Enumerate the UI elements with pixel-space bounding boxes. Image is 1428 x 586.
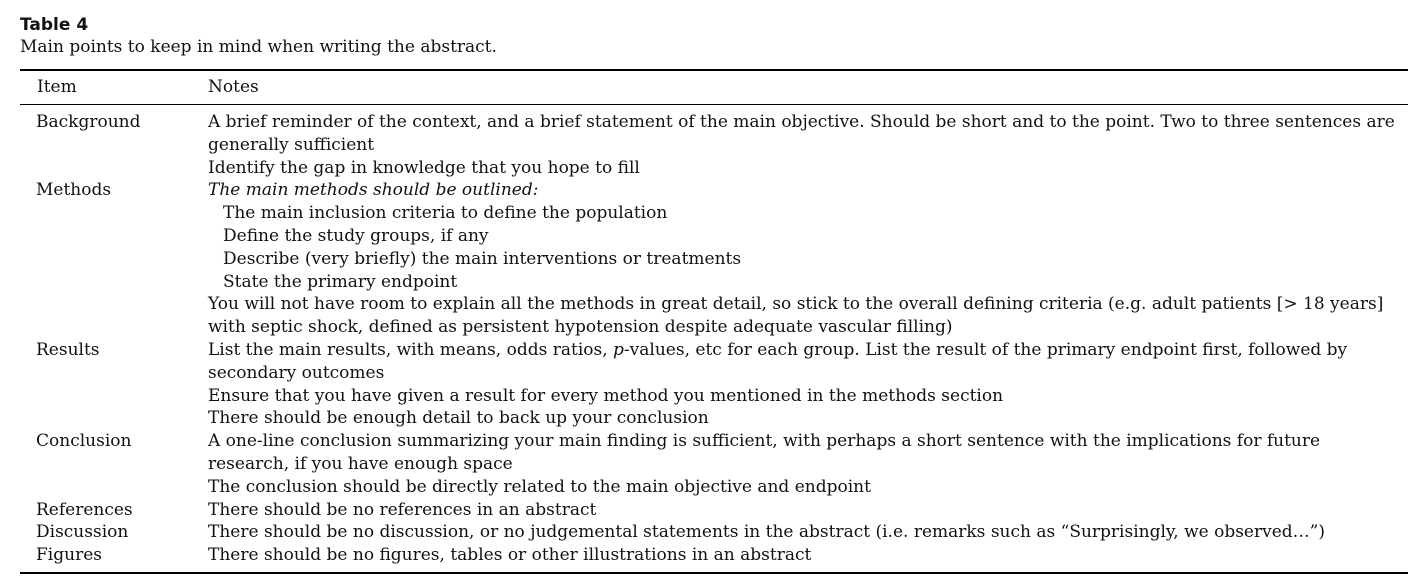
notes-cell: [208, 521, 1398, 544]
table-row-references: [0, 499, 1428, 522]
table-caption-number: Table 4: [20, 15, 89, 35]
note-line: There should be no references in an abstract: [208, 499, 597, 520]
table-row-background: [0, 111, 1428, 179]
notes-cell: [208, 430, 1398, 498]
table-bottom-rule: [20, 572, 1408, 574]
note-line: There should be no figures, tables or other illustrations in an abstract: [208, 545, 812, 566]
item-cell: Discussion: [36, 522, 129, 543]
note-line: The conclusion should be directly related to the main objective and endpoint: [208, 476, 871, 497]
table-row-discussion: [0, 521, 1428, 544]
table-header-rule: [20, 104, 1408, 105]
table-body: [0, 111, 1428, 567]
note-line: Ensure that you have given a result for every method you mentioned in the methods section: [208, 385, 1004, 406]
note-line-sub: The main inclusion criteria to define the population: [223, 203, 668, 224]
item-cell: Results: [36, 339, 100, 360]
note-line-sub: Define the study groups, if any: [223, 225, 489, 246]
note-text-before: List the main results, with means, odds ratios,: [208, 339, 614, 360]
note-line: There should be enough detail to back up your conclusion: [208, 408, 709, 429]
header-notes: Notes: [208, 77, 259, 97]
item-cell: References: [36, 499, 133, 520]
table-top-rule: [20, 69, 1408, 71]
table-row-methods: [0, 179, 1428, 339]
header-item: Item: [37, 77, 77, 97]
note-line-sub: State the primary endpoint: [223, 271, 458, 292]
table-row-figures: [0, 544, 1428, 567]
note-text-after: -values, etc for each group. List the result of the primary endpoint first, followed by secondary outcomes: [208, 339, 1348, 383]
notes-cell: [208, 544, 1398, 567]
note-line: A brief reminder of the context, and a brief statement of the main objective. Should be short and to the point. Two to three sentences are generally sufficient: [208, 112, 1395, 155]
notes-cell: [208, 111, 1398, 179]
note-line: A one-line conclusion summarizing your main finding is sufficient, with perhaps a short sentence with the implications for future research, if you have enough space: [208, 431, 1321, 474]
note-line: [208, 339, 1398, 385]
table-caption-title: Main points to keep in mind when writing the abstract.: [20, 37, 497, 57]
table-row-results: [0, 339, 1428, 430]
item-cell: Methods: [36, 180, 112, 201]
note-line: You will not have room to explain all the methods in great detail, so stick to the overall defining criteria (e.g. adult patients [> 18 years] with septic shock, defined as persistent hypotension despite adequate vascular filling): [208, 294, 1384, 338]
note-line-sub: Describe (very briefly) the main interventions or treatments: [223, 248, 742, 269]
note-line: There should be no discussion, or no judgemental statements in the abstract (i.e. remarks such as “Surprisingly, we observed…”): [208, 522, 1325, 543]
note-text-italic: p: [613, 339, 624, 360]
notes-cell: [208, 179, 1398, 339]
note-line: Identify the gap in knowledge that you hope to fill: [208, 157, 640, 178]
item-cell: Background: [36, 112, 141, 132]
table-row-conclusion: [0, 430, 1428, 498]
item-cell: Conclusion: [36, 431, 132, 452]
note-line-intro: The main methods should be outlined:: [208, 180, 539, 201]
notes-cell: [208, 499, 1398, 522]
notes-cell: [208, 339, 1398, 430]
item-cell: Figures: [36, 545, 102, 566]
